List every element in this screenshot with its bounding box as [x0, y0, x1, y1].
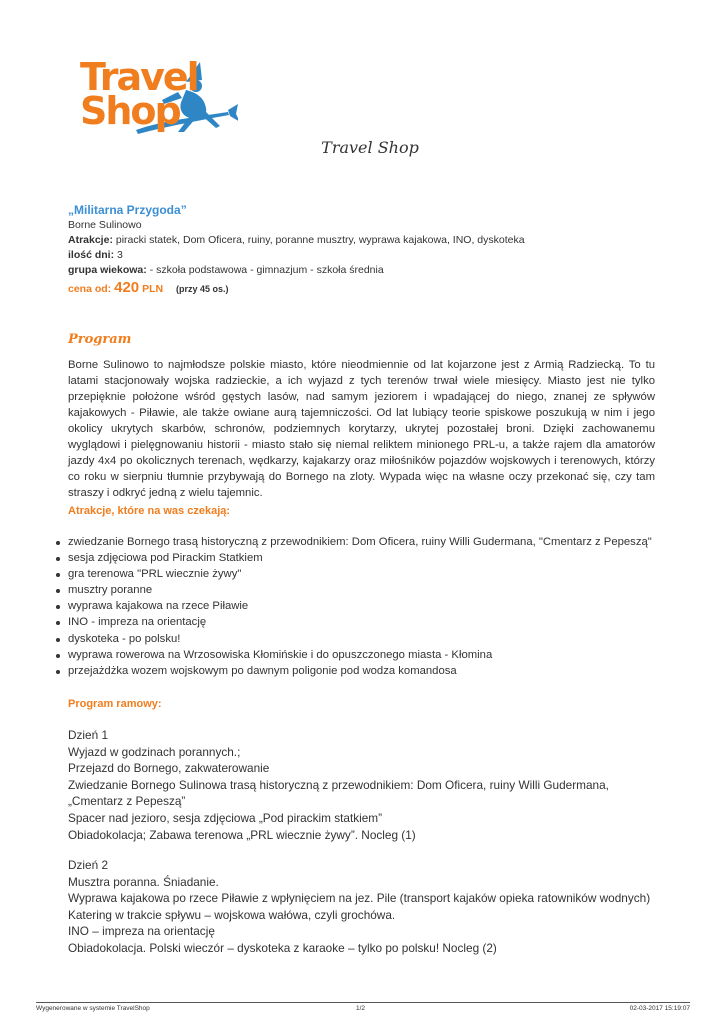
attractions-value: piracki statek, Dom Oficera, ruiny, poranne musztry, wyprawa kajakowa, INO, dyskoteka	[115, 234, 525, 246]
footer-page-number: 1/2	[356, 1005, 366, 1012]
offer-attractions	[68, 233, 668, 248]
price-value: 420	[114, 279, 140, 296]
list-item: sesja zdjęciowa pod Pirackim Statkiem	[54, 550, 652, 566]
schedule-day-1	[68, 727, 658, 843]
day-line: Wyjazd w godzinach porannych.;	[68, 744, 241, 759]
offer-title: „Militarna Przygoda”	[68, 203, 187, 217]
list-item: przejażdżka wozem wojskowym po dawnym poligonie pod wodza komandosa	[54, 663, 652, 679]
list-item: gra terenowa "PRL wiecznie żywy"	[54, 566, 652, 582]
footer-timestamp: 02-03-2017 15:19:07	[629, 1005, 690, 1012]
day-line: Katering w trakcie spływu – wojskowa wałówa, czyli grochówa.	[68, 907, 396, 922]
day-line: INO – impreza na orientację	[68, 924, 215, 939]
offer-location: Borne Sulinowo	[68, 219, 142, 231]
logo-text-travel: Travel	[80, 55, 198, 99]
day-line: Musztra poranna. Śniadanie.	[68, 874, 219, 889]
day-line: Obiadokolacja; Zabawa terenowa „PRL wiecznie żywy”. Nocleg (1)	[68, 827, 416, 842]
offer-days	[68, 248, 668, 263]
days-label: ilość dni:	[68, 249, 115, 261]
price-currency: PLN	[142, 283, 164, 295]
day-title: Dzień 1	[68, 728, 108, 742]
day-title: Dzień 2	[68, 858, 108, 872]
list-item: musztry poranne	[54, 582, 652, 598]
footer-generated-by: Wygenerowane w systemie TravelShop	[36, 1005, 150, 1012]
day-line: Przejazd do Bornego, zakwaterowanie	[68, 761, 270, 776]
days-value: 3	[117, 249, 123, 261]
offer-summary	[68, 202, 668, 298]
list-item: dyskoteka - po polsku!	[54, 631, 652, 647]
day-line: Obiadokolacja. Polski wieczór – dyskoteka z karaoke – tylko po polsku! Nocleg (2)	[68, 940, 497, 955]
attractions-label: Atrakcje:	[68, 234, 113, 246]
list-item: INO - impreza na orientację	[54, 614, 652, 630]
travelshop-logo	[78, 52, 238, 140]
list-item: wyprawa kajakowa na rzece Piławie	[54, 598, 652, 614]
list-item: wyprawa rowerowa na Wrzosowiska Kłomińskie i do opuszczonego miasta - Kłomina	[54, 647, 652, 663]
page-footer	[36, 1002, 690, 1012]
offer-price	[68, 279, 668, 298]
attractions-list	[54, 534, 652, 679]
age-label: grupa wiekowa:	[68, 264, 147, 276]
schedule-heading: Program ramowy:	[68, 698, 162, 710]
offer-age-group	[68, 263, 668, 278]
price-note: (przy 45 os.)	[175, 284, 229, 294]
day-line: Zwiedzanie Bornego Sulinowa trasą historyczną z przewodnikiem: Dom Oficera, ruiny Willi Gudermana, „Cmentarz z Pepeszą”	[68, 777, 609, 809]
schedule-day-2	[68, 857, 658, 957]
attractions-heading: Atrakcje, które na was czekają:	[68, 505, 231, 517]
list-item: zwiedzanie Bornego trasą historyczną z przewodnikiem: Dom Oficera, ruiny Willi Gudermana, "Cmentarz z Pepeszą"	[54, 534, 652, 550]
logo-text-shop: Shop	[80, 89, 180, 133]
age-value: - szkoła podstawowa - gimnazjum - szkoła średnia	[149, 264, 384, 276]
program-heading: Program	[68, 332, 132, 347]
program-description: Borne Sulinowo to najmłodsze polskie miasto, które nieodmiennie od lat kojarzone jest z Armią Radziecką. To tu latami stacjonowały wojska radzieckie, a ich wyjazd z tych terenów trwał wiele miesięcy. Miasto jest nie tylko przepięknie położone wśród gęstych lasów, nad samym jeziorem i wpadającej do niego, znanej ze spływów kajakowych - Piławie, ale także owiane aurą tajemniczości. Od lat lubiący teorie spiskowe poszukują w nim i jego okolicy ukrytych skarbów, schronów, podziemnych korytarzy, ukrytej pozostałej broni. Dzięki zachowanemu wyglądowi i pielęgnowaniu historii - miasto stało się niemal reliktem minionego PRL-u, a także rajem dla amatorów jazdy 4x4 po okolicznych terenach, wędkarzy, kajakarzy oraz miłośników pojazdów wojskowych i terenowych, którzy co roku w sierpniu tłumnie przybywają do Bornego na zloty. Wypada więc na własne oczy przekonać się, czy tam straszy i odkryć jedną z wielu tajemnic.	[68, 359, 655, 499]
site-title: Travel Shop	[321, 138, 419, 157]
day-line: Spacer nad jezioro, sesja zdjęciowa „Pod pirackim statkiem”	[68, 810, 383, 825]
price-label: cena od:	[68, 283, 112, 295]
day-line: Wyprawa kajakowa po rzece Piławie z wpłynięciem na jez. Pile (transport kajaków opieka ratowników wodnych)	[68, 891, 651, 906]
